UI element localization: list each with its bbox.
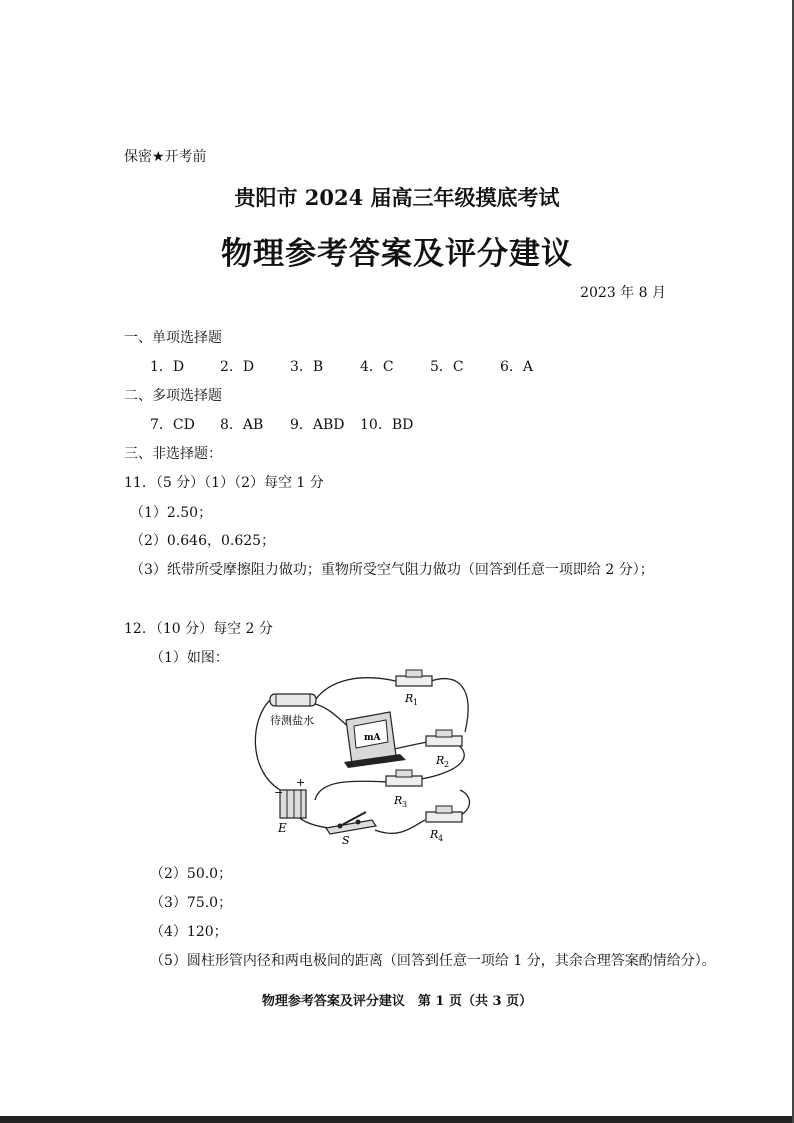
resistor-r4: [426, 806, 462, 843]
salt-water-label: 待测盐水: [270, 714, 314, 727]
r4-label: R: [430, 828, 439, 841]
q11-title: 11．（5 分）（1）（2）每空 1 分: [124, 475, 324, 491]
section2-heading: 二、多项选择题: [124, 388, 222, 404]
r1-label: R: [405, 692, 414, 705]
battery-label: E: [278, 821, 287, 835]
resistor-r2: [426, 730, 462, 769]
milliammeter: [344, 712, 406, 768]
r4-subscript: 4: [438, 834, 444, 843]
document-title: 物理参考答案及评分建议: [221, 236, 573, 272]
battery: [274, 776, 306, 835]
resistor-r3: [386, 770, 422, 809]
answer-item: 1．D: [150, 359, 185, 375]
resistor-r1: [396, 670, 432, 707]
q11-answer-2: （2）0.646，0.625；: [130, 533, 276, 549]
r1-subscript: 1: [413, 698, 419, 707]
switch: [326, 812, 376, 847]
q12-answer-3: （3）75.0；: [150, 895, 233, 911]
battery-plus: +: [296, 776, 306, 789]
q12-answer-4: （4）120；: [150, 924, 228, 940]
q12-answer-2: （2）50.0；: [150, 866, 233, 882]
meter-label: mA: [364, 733, 381, 743]
answer-item: 7．CD: [150, 417, 195, 433]
salt-water-tube: [270, 694, 316, 727]
r2-subscript: 2: [444, 760, 450, 769]
exam-title: 贵阳市 2024 届高三年级摸底考试: [234, 185, 560, 210]
wire: [315, 781, 388, 800]
answer-item: 8．AB: [220, 417, 264, 433]
circuit-diagram: [240, 660, 500, 850]
answer-item: 5．C: [430, 359, 464, 375]
document-date: 2023 年 8 月: [580, 285, 666, 301]
page-footer: 物理参考答案及评分建议 第 1 页（共 3 页）: [261, 994, 533, 1009]
section2-answers: [150, 414, 430, 434]
answer-item: 2．D: [220, 359, 255, 375]
q11-answer-3: （3）纸带所受摩擦阻力做功；重物所受空气阻力做功（回答到任意一项即给 2 分）；: [130, 562, 654, 578]
confidential-label: 保密★开考前: [124, 149, 207, 165]
section1-answers: [150, 356, 570, 376]
answer-item: 9．ABD: [290, 417, 345, 433]
bottom-border: [0, 1116, 794, 1123]
answer-item: 6．A: [500, 359, 534, 375]
q12-title: 12．（10 分）每空 2 分: [124, 621, 273, 637]
switch-label: S: [342, 834, 350, 847]
section1-heading: 一、单项选择题: [124, 330, 222, 346]
answer-item: 4．C: [360, 359, 394, 375]
answer-item: 3．B: [290, 359, 324, 375]
answer-item: 10．BD: [360, 417, 414, 433]
q12-answer-5: （5）圆柱形管内径和两电极间的距离（回答到任意一项给 1 分，其余合理答案酌情给分）。: [150, 953, 716, 969]
wire: [375, 820, 425, 833]
wire: [315, 678, 400, 700]
wire: [428, 679, 468, 732]
r3-subscript: 3: [402, 800, 408, 809]
battery-minus: −: [274, 786, 284, 799]
wire: [315, 704, 350, 728]
r2-label: R: [436, 754, 445, 767]
section3-heading: 三、非选择题：: [124, 446, 222, 462]
q12-answer-1: （1）如图：: [150, 650, 229, 666]
q11-answer-1: （1）2.50；: [130, 505, 213, 521]
r3-label: R: [394, 794, 403, 807]
